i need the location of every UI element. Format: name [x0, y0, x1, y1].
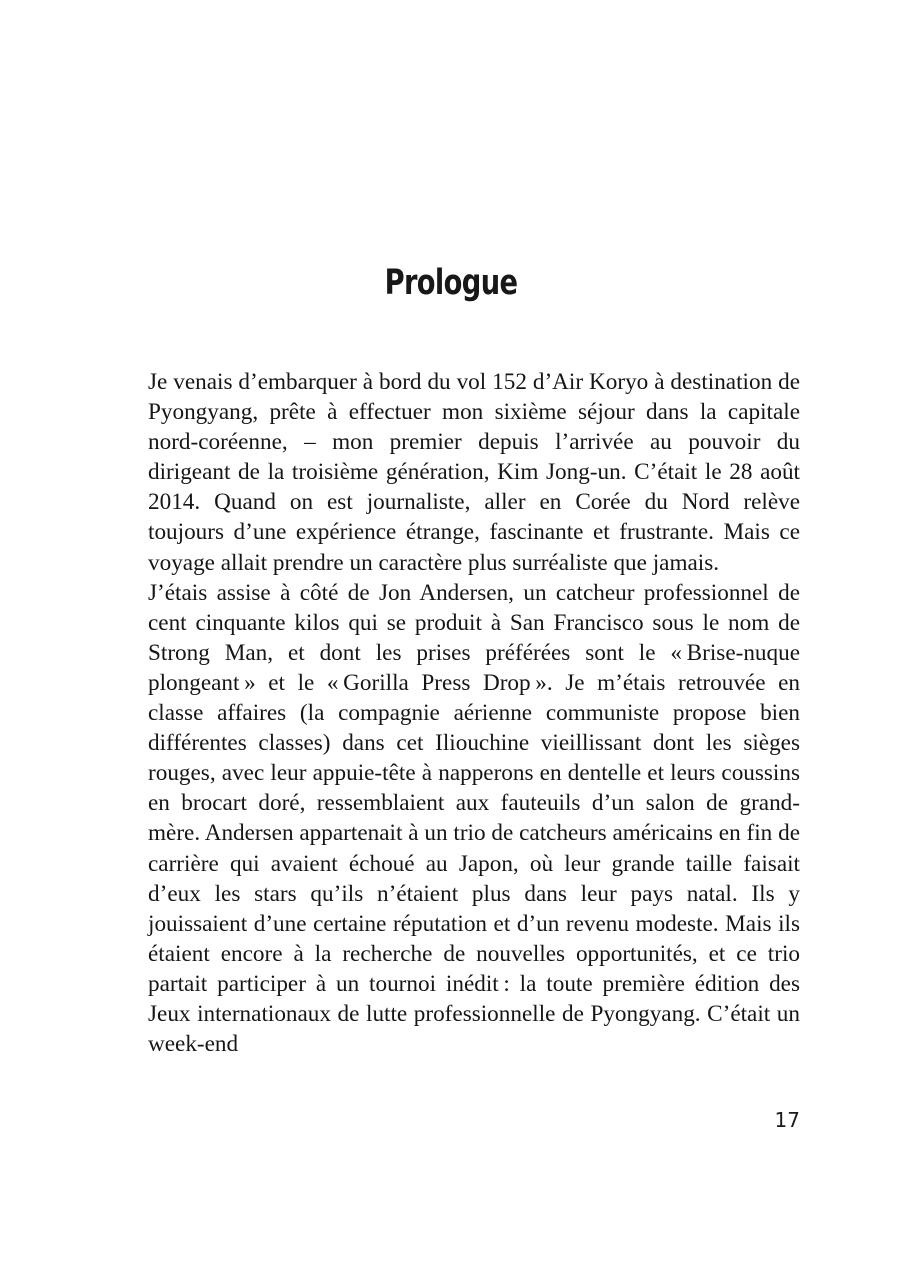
body-paragraph: Je venais d’embarquer à bord du vol 152 d’Air Koryo à destination de Pyongyang, prête à effectuer mon sixième séjour dans la capitale nord-coréenne, – mon premier depuis l’arrivée au pouvoir du dirigeant de la troisième génération, Kim Jong-un. C’était le 28 août 2014. Quand on est journaliste, aller en Corée du Nord relève toujours d’une expérience étrange, fascinante et frustrante. Mais ce voyage allait prendre un caractère plus surréaliste que jamais. — [148, 369, 800, 576]
page-number: 17 — [774, 1108, 800, 1132]
page-title: Prologue — [384, 263, 518, 303]
body-paragraph: J’étais assise à côté de Jon Andersen, un catcheur professionnel de cent cinquante kilos qui se produit à San Francisco sous le nom de Strong Man, et dont les prises préférées sont le « Brise-nuque plongeant » et le « Gorilla Press Drop ». Je m’étais retrouvée en classe affaires (la compagnie aérienne communiste propose bien différentes classes) dans cet Iliouchine vieillissant dont les sièges rouges, avec leur appuie-tête à napperons en dentelle et leurs coussins en brocart doré, ressemblaient aux fauteuils d’un salon de grand-mère. Andersen appartenait à un trio de catcheurs américains en fin de carrière qui avaient échoué au Japon, où leur grande taille faisait d’eux les stars qu’ils n’étaient plus dans leur pays natal. Ils y jouissaient d’une certaine réputation et d’un revenu modeste. Mais ils étaient encore à la recherche de nouvelles opportunités, et ce trio partait participer à un tournoi inédit : la toute première édition des Jeux internationaux de lutte professionnelle de Pyongyang. C’était un week-end — [148, 579, 800, 1058]
body-text-column — [148, 367, 800, 1059]
